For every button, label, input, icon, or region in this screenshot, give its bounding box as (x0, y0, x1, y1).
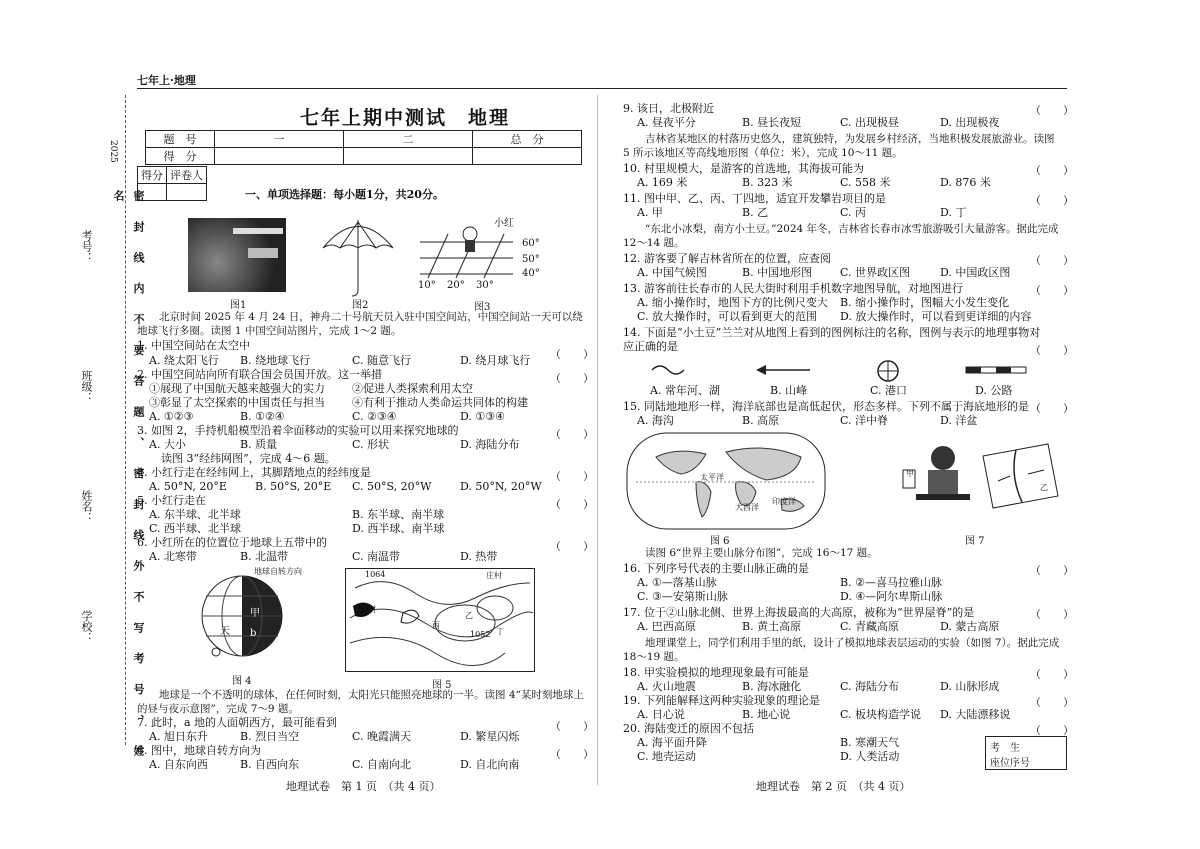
page-header: 七年上·地理 (137, 74, 196, 87)
option: C. 青藏高原 (840, 620, 900, 633)
option: C. ②③④ (352, 410, 397, 423)
day-night-globe-figure (196, 564, 288, 668)
score-cell: 总 分 (473, 131, 582, 148)
question-14: 14. 下面是“小土豆”兰兰对从地图上看到的图例标注的名称，图例与表示的地理事物对应正确的是 (623, 326, 1041, 353)
lat-label: 60° (522, 238, 540, 249)
option: D. 繁星闪烁 (460, 730, 520, 743)
passage-5: 读图 6“世界主要山脉分布图”，完成 16～17 题。 (645, 547, 878, 559)
fig7-caption: 图 7 (965, 536, 985, 547)
option: D. 洋盆 (940, 414, 978, 427)
answer-paren: （ ） (1030, 284, 1074, 297)
answer-paren: （ ） (1030, 194, 1074, 207)
answer-paren: （ ） (1030, 696, 1074, 709)
option: D. 丁 (940, 206, 967, 219)
question-20: 20. 海陆变迁的原因不包括 (623, 722, 754, 735)
ocean-label: 大西洋 (735, 503, 759, 512)
option: A. 缩小操作时，地图下方的比例尺变大 (637, 296, 828, 309)
option: ②促进人类探索利用太空 (352, 382, 473, 395)
option: A. 中国气候图 (637, 266, 707, 279)
option: B. 海冰融化 (742, 680, 802, 693)
option: B. 自西向东 (240, 758, 300, 771)
header-rule (137, 88, 1067, 89)
question-7: 7. 此时，a 地的人面朝西方，最可能看到 (137, 716, 338, 729)
field-name: 姓名： (80, 490, 93, 523)
option: C. 丙 (840, 206, 867, 219)
section-heading: 一、单项选择题：每小题1分，共20分。 (245, 188, 444, 201)
field-class: 班级： (80, 370, 93, 403)
question-8: 8. 图中，地球自转方向为 (137, 744, 261, 757)
fig4-caption: 图 4 (232, 676, 252, 687)
grader-cell: 得分 (138, 167, 167, 184)
score-cell (473, 148, 582, 165)
question-11: 11. 图中甲、乙、丙、丁四地，适宜开发攀岩项目的是 (623, 192, 886, 205)
question-13: 13. 游客前往长春市的人民大街时利用手机数字地图导航，对地图进行 (623, 282, 963, 295)
passage-4: “东北小冰梨，南方小土豆。”2024 年冬，吉林省长春市冰雪旅游吸引大量游客。据此完成 12～14 题。 (623, 223, 1059, 249)
fig5-caption: 图 5 (432, 680, 452, 691)
grader-table (137, 166, 207, 201)
option: B. 质量 (240, 438, 278, 451)
contour-label: 王村 (360, 605, 376, 614)
lon-label: 20° (447, 280, 465, 291)
ocean-label: 印度洋 (772, 497, 796, 506)
option: ④有利于推动人类命运共同体的构建 (352, 396, 528, 409)
option: A. 自东向西 (149, 758, 208, 771)
question-18: 18. 甲实验模拟的地理现象最有可能是 (623, 666, 809, 679)
option: C. 50°S, 20°W (352, 480, 432, 493)
option: C. 板块构造学说 (840, 708, 922, 721)
passage-3: 吉林省某地区的村落历史悠久，建筑独特，为发展乡村经济，当地积极发展旅游业。读图 5 所示该地区等高线地形图（单位：米），完成 10～11 题。 (623, 133, 1055, 159)
option: B. 缩小操作时，图幅大小发生变化 (840, 296, 1010, 309)
contour-label: 丁 (496, 627, 504, 636)
option: B. 中国地形图 (742, 266, 813, 279)
question-19: 19. 下列能解释这两种实验现象的理论是 (623, 694, 820, 707)
answer-paren: （ ） (1030, 564, 1074, 577)
option: D. 人类活动 (840, 750, 900, 763)
fig6-caption: 图 6 (710, 536, 730, 547)
option: B. 东半球、南半球 (352, 508, 445, 521)
fig7-label: 乙 (1040, 483, 1048, 492)
answer-paren: （ ） (550, 470, 594, 483)
rotation-label: 地球自转方向 (254, 567, 302, 576)
experiment-figure (898, 436, 1062, 526)
lat-label: 40° (522, 268, 540, 279)
score-cell: 一 (215, 131, 344, 148)
lon-label: 30° (476, 280, 494, 291)
option: A. 海沟 (637, 414, 674, 427)
option: D. 热带 (460, 550, 498, 563)
answer-paren: （ ） (550, 428, 594, 441)
answer-paren: （ ） (1030, 254, 1074, 267)
answer-paren: （ ） (1030, 402, 1074, 415)
field-exam-no: 考号： (80, 230, 93, 263)
answer-paren: （ ） (1030, 724, 1074, 737)
question-16: 16. 下列序号代表的主要山脉正确的是 (623, 562, 809, 575)
question-1: 1. 中国空间站在太空中 (137, 339, 250, 352)
option: ①展现了中国航天越来越强大的实力 (149, 382, 325, 395)
fig7-label: 甲 (906, 469, 914, 478)
answer-paren: （ ） (1030, 668, 1074, 681)
option: A. 巴西高原 (637, 620, 696, 633)
option: A. 常年河、湖 (650, 384, 720, 397)
legend-symbols (650, 360, 1070, 384)
option: B. 323 米 (742, 176, 793, 189)
answer-paren: （ ） (550, 372, 594, 385)
contour-map-figure (345, 568, 535, 672)
contour-label: 丙 (432, 621, 440, 630)
footer-right: 地理试卷 第 2 页 （共 4 页） (756, 780, 911, 793)
option: A. 169 米 (637, 176, 688, 189)
fig2-caption: 图2 (352, 300, 369, 311)
question-2: 2. 中国空间站向所有联合国会员国开放。这一举措 (137, 368, 382, 381)
option: C. 世界政区图 (840, 266, 911, 279)
footer-left: 地理试卷 第 1 页 （共 4 页） (286, 780, 441, 793)
seal-text: 密 封 线 内 不 要 答 题 、 密 封 线 外 不 写 考 号 、 姓 名 (112, 190, 145, 764)
lon-label: 10° (418, 280, 436, 291)
passage-fig3: 读图 3“经纬网图”，完成 4～6 题。 (161, 452, 336, 465)
score-cell (215, 148, 344, 165)
lat-label: 50° (522, 254, 540, 265)
answer-paren: （ ） (1030, 164, 1074, 177)
option: D. 自北向南 (460, 758, 520, 771)
option: C. 海陆分布 (840, 680, 900, 693)
question-3: 3. 如图 2，手持机船模型沿着伞面移动的实验可以用来探究地球的 (137, 424, 459, 437)
answer-paren: （ ） (550, 348, 594, 361)
option: B. 烈日当空 (240, 730, 300, 743)
option: B. ①②④ (240, 410, 285, 423)
score-cell: 二 (344, 131, 473, 148)
grader-cell (167, 184, 207, 201)
option: A. 日心说 (637, 708, 685, 721)
option: C. 西半球、北半球 (149, 522, 242, 535)
option: B. 山峰 (770, 384, 808, 397)
question-10: 10. 村里规模大，是游客的首选地，其海拔可能为 (623, 162, 864, 175)
option: A. 大小 (149, 438, 186, 451)
option: B. 高原 (742, 414, 780, 427)
option: B. 寒潮天气 (840, 736, 900, 749)
answer-paren: （ ） (1030, 344, 1074, 357)
passage-6: 地理课堂上，同学们利用手里的纸，设计了模拟地球表层运动的实验（如图 7）。据此完成 18～19 题。 (623, 637, 1060, 663)
option: C. 洋中脊 (840, 414, 889, 427)
option: C. 出现极昼 (840, 116, 900, 129)
option: C. 港口 (870, 384, 908, 397)
option: A. ①②③ (149, 410, 194, 423)
answer-paren: （ ） (550, 498, 594, 511)
contour-label: 1064 (365, 570, 386, 579)
option: A. 海平面升降 (637, 736, 707, 749)
question-5: 5. 小红行走在 (137, 494, 206, 507)
question-9: 9. 该日，北极附近 (623, 102, 714, 115)
option: A. ①—落基山脉 (637, 576, 717, 589)
option: D. 蒙古高原 (940, 620, 1000, 633)
option: B. 50°S, 20°E (255, 480, 332, 493)
fig4-label: 天 (220, 626, 230, 637)
question-12: 12. 游客要了解吉林省所在的位置，应查阅 (623, 252, 831, 265)
contour-label: 乙 (465, 611, 473, 620)
option: B. 北温带 (240, 550, 289, 563)
passage-2: 地球是一个不透明的球体，在任何时刻，太阳光只能照亮地球的一半。读图 4“某时刻地球上的昼与夜示意图”，完成 7～9 题。 (137, 689, 584, 715)
column-divider (597, 95, 598, 785)
option: B. 乙 (742, 206, 769, 219)
umbrella-figure (318, 210, 398, 300)
score-cell (344, 148, 473, 165)
answer-paren: （ ） (1030, 104, 1074, 117)
option: D. ①③④ (460, 410, 506, 423)
passage-1: 北京时间 2025 年 4 月 24 日，神舟二十号航天员入驻中国空间站，中国空间站一天可以绕地球飞行多圈。读图 1 中国空间站图片，完成 1～2 题。 (137, 311, 583, 337)
option: C. 558 米 (840, 176, 891, 189)
side-binding (78, 110, 145, 764)
answer-paren: （ ） (550, 748, 594, 761)
space-station-photo (188, 218, 286, 292)
option: C. 随意飞行 (352, 354, 412, 367)
side-year: 2025 (108, 140, 118, 163)
option: D. 中国政区图 (940, 266, 1011, 279)
exam-title: 七年上期中测试 地理 (299, 107, 510, 129)
option: D. 大陆漂移说 (940, 708, 1011, 721)
question-6: 6. 小红所在的位置位于地球上五带中的 (137, 536, 327, 549)
seat-label: 座位序号 (990, 758, 1030, 769)
question-17: 17. 位于②山脉北侧、世界上海拔最高的大高原，被称为“世界屋脊”的是 (623, 606, 975, 619)
contour-label: 庄村 (486, 571, 502, 580)
fig3-caption: 图3 (474, 302, 491, 313)
option: C. 放大操作时，可以看到更大的范围 (637, 310, 818, 323)
option: D. 山脉形成 (940, 680, 1000, 693)
option: D. 西半球、南半球 (352, 522, 445, 535)
option: D. 绕月球飞行 (460, 354, 531, 367)
fig3-person-label: 小红 (494, 218, 514, 229)
grader-cell: 评卷人 (167, 167, 207, 184)
option: C. 自南向北 (352, 758, 412, 771)
option: A. 50°N, 20°E (149, 480, 227, 493)
option: C. 地壳运动 (637, 750, 697, 763)
option: A. 昼夜平分 (637, 116, 696, 129)
option: C. 形状 (352, 438, 390, 451)
option: A. 北寒带 (149, 550, 197, 563)
fig4-label: b (250, 628, 257, 639)
option: A. 绕太阳飞行 (149, 354, 219, 367)
option: B. 黄土高原 (742, 620, 802, 633)
option: C. 晚霞满天 (352, 730, 412, 743)
answer-paren: （ ） (1030, 608, 1074, 621)
fig4-label: 甲 (250, 608, 260, 619)
option: D. ④—阿尔卑斯山脉 (840, 590, 943, 603)
option: C. 南温带 (352, 550, 401, 563)
option: D. 公路 (975, 384, 1013, 397)
option: A. 旭日东升 (149, 730, 208, 743)
question-4: 4. 小红行走在经纬网上，其脚踏地点的经纬度是 (137, 466, 371, 479)
option: D. 876 米 (940, 176, 991, 189)
option: B. 昼长夜短 (742, 116, 802, 129)
contour-label: 1052 (470, 630, 491, 639)
score-table (145, 130, 582, 165)
option: A. 甲 (637, 206, 663, 219)
option: A. 火山地震 (637, 680, 696, 693)
score-cell: 得 分 (146, 148, 215, 165)
field-school: 学校： (80, 610, 93, 643)
world-mountain-map-figure (626, 432, 826, 530)
fig1-caption: 图1 (230, 300, 247, 311)
option: D. 出现极夜 (940, 116, 1000, 129)
answer-paren: （ ） (550, 720, 594, 733)
seat-label: 考 生 (990, 743, 1020, 754)
seat-number-box (985, 736, 1067, 770)
option: ③彰显了太空探索的中国责任与担当 (149, 396, 325, 409)
option: B. ②—喜马拉雅山脉 (840, 576, 942, 589)
question-15: 15. 同陆地地形一样，海洋底部也是高低起伏，形态多样。下列不属于海底地形的是 (623, 400, 1029, 413)
option: C. ③—安第斯山脉 (637, 590, 728, 603)
option: D. 50°N, 20°W (460, 480, 542, 493)
option: A. 东半球、北半球 (149, 508, 241, 521)
option: B. 绕地球飞行 (240, 354, 311, 367)
option: B. 地心说 (742, 708, 791, 721)
ocean-label: 太平洋 (700, 473, 724, 482)
option: D. 海陆分布 (460, 438, 520, 451)
answer-paren: （ ） (550, 540, 594, 553)
score-cell: 题 号 (146, 131, 215, 148)
option: D. 放大操作时，可以看到更详细的内容 (840, 310, 1032, 323)
grader-cell (138, 184, 167, 201)
